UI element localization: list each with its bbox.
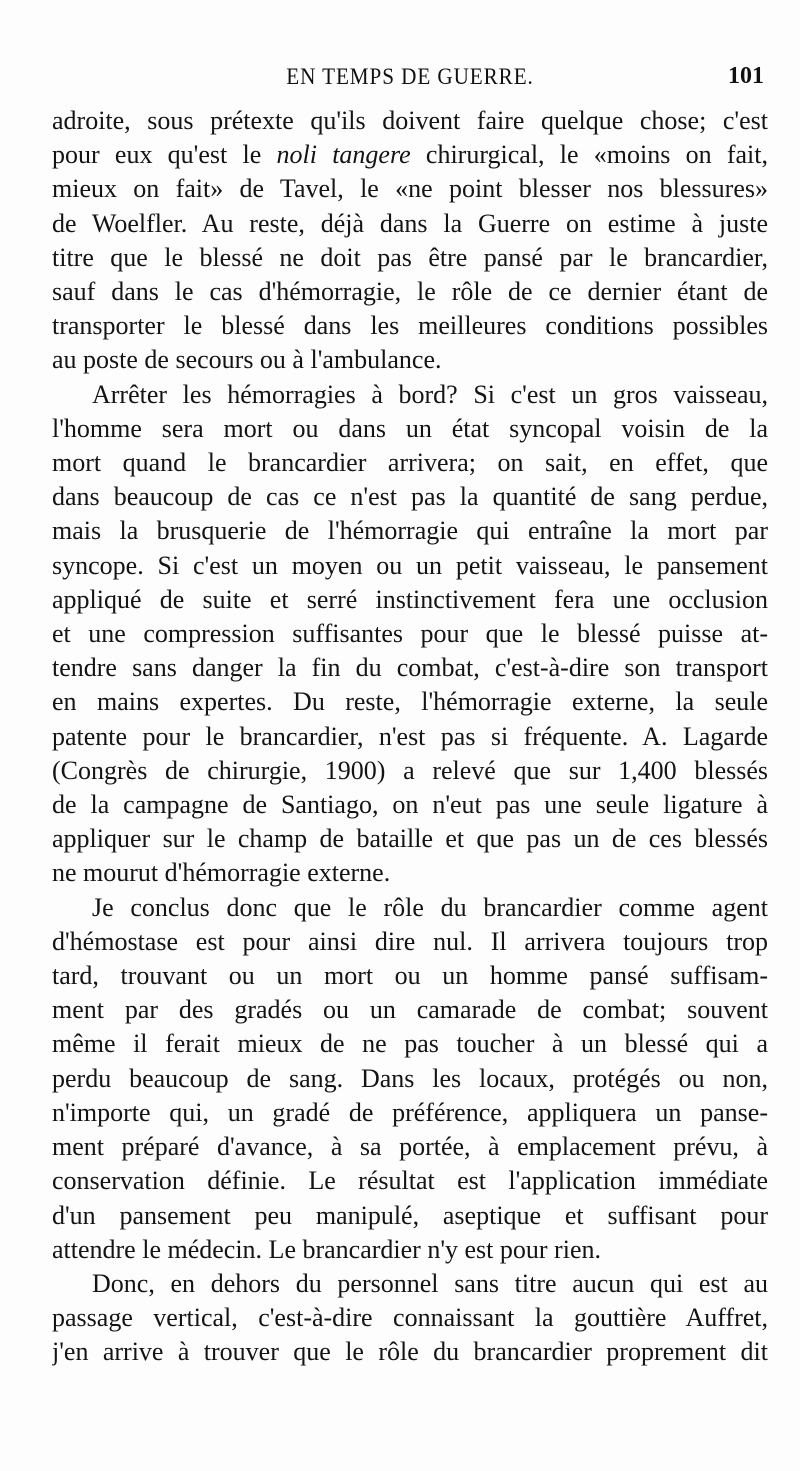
text-line	[52, 309, 768, 343]
page-number: 101	[728, 63, 764, 89]
text-line	[52, 685, 768, 719]
text-line	[52, 1130, 768, 1164]
text-line	[52, 1267, 768, 1301]
text-segment: tendre sans danger la fin du combat, c'est-à-dire son transport	[52, 653, 768, 683]
text-segment: d'un pansement peu manipulé, aseptique et suffisant pour	[52, 1200, 768, 1230]
text-line	[52, 1096, 768, 1130]
text-segment: même il ferait mieux de ne pas toucher à un blessé qui a	[52, 1029, 768, 1059]
body-text	[52, 104, 768, 1370]
running-title: EN TEMPS DE GUERRE.	[286, 64, 534, 89]
text-segment: perdu beaucoup de sang. Dans les locaux, protégés ou non,	[52, 1063, 768, 1093]
italic-text: noli tangere	[276, 140, 411, 170]
text-line	[52, 514, 768, 548]
text-line	[52, 172, 768, 206]
text-line	[52, 480, 768, 514]
text-line	[52, 241, 768, 275]
text-line	[52, 1335, 768, 1369]
text-segment: Donc, en dehors du personnel sans titre aucun qui est au	[92, 1268, 768, 1298]
text-segment: passage vertical, c'est-à-dire connaissant la gouttière Auffret,	[52, 1303, 768, 1333]
text-segment: ment préparé d'avance, à sa portée, à emplacement prévu, à	[52, 1132, 768, 1162]
text-line	[52, 788, 768, 822]
text-line	[52, 1199, 768, 1233]
text-line	[52, 138, 768, 172]
text-line	[52, 549, 768, 583]
text-line	[52, 1233, 768, 1267]
text-line	[52, 1164, 768, 1198]
text-segment: en mains expertes. Du reste, l'hémorragie externe, la seule	[52, 687, 768, 717]
text-segment: mais la brusquerie de l'hémorragie qui entraîne la mort par	[52, 516, 768, 546]
page-header	[52, 58, 768, 92]
text-segment: mort quand le brancardier arrivera; on sait, en effet, que	[52, 448, 768, 478]
text-segment: appliquer sur le champ de bataille et que pas un de ces blessés	[52, 824, 768, 854]
text-line	[52, 720, 768, 754]
text-segment: et une compression suffisantes pour que le blessé puisse at-	[52, 619, 768, 649]
text-segment: transporter le blessé dans les meilleures conditions possibles	[52, 311, 768, 341]
text-segment: adroite, sous prétexte qu'ils doivent faire quelque chose; c'est	[52, 106, 768, 135]
text-segment: au poste de secours ou à l'ambulance.	[52, 345, 442, 375]
text-segment: Arrêter les hémorragies à bord? Si c'est un gros vaisseau,	[92, 379, 768, 409]
text-segment: chirurgical, le «moins on fait,	[410, 140, 768, 170]
text-segment: l'homme sera mort ou dans un état syncopal voisin de la	[52, 413, 768, 443]
text-segment: ne mourut d'hémorragie externe.	[52, 858, 391, 888]
text-line	[52, 993, 768, 1027]
text-segment: conservation définie. Le résultat est l'application immédiate	[52, 1166, 768, 1196]
text-segment: dans beaucoup de cas ce n'est pas la quantité de sang perdue,	[52, 482, 768, 512]
text-line	[52, 583, 768, 617]
text-segment: j'en arrive à trouver que le rôle du brancardier proprement dit	[52, 1337, 768, 1367]
text-line	[52, 617, 768, 651]
text-line	[52, 1062, 768, 1096]
text-segment: de Woelfler. Au reste, déjà dans la Guerre on estime à juste	[52, 208, 768, 238]
text-line	[52, 822, 768, 856]
text-segment: attendre le médecin. Le brancardier n'y est pour rien.	[52, 1234, 601, 1264]
text-segment: n'importe qui, un gradé de préférence, appliquera un panse-	[52, 1097, 768, 1127]
text-line	[52, 446, 768, 480]
text-line	[52, 856, 768, 890]
text-line	[52, 1027, 768, 1061]
text-segment: d'hémostase est pour ainsi dire nul. Il arrivera toujours trop	[52, 926, 768, 956]
text-segment: titre que le blessé ne doit pas être pansé par le brancardier,	[52, 242, 768, 272]
text-line	[52, 1301, 768, 1335]
text-segment: Je conclus donc que le rôle du brancardier comme agent	[92, 892, 768, 922]
text-line	[52, 412, 768, 446]
text-segment: de la campagne de Santiago, on n'eut pas une seule ligature à	[52, 790, 768, 820]
text-line	[52, 959, 768, 993]
text-line	[52, 651, 768, 685]
text-line	[52, 754, 768, 788]
text-segment: patente pour le brancardier, n'est pas si fréquente. A. Lagarde	[52, 721, 768, 751]
text-line	[52, 343, 768, 377]
text-line	[52, 207, 768, 241]
text-line	[52, 104, 768, 138]
text-line	[52, 378, 768, 412]
text-segment: ment par des gradés ou un camarade de combat; souvent	[52, 995, 768, 1025]
text-segment: mieux on fait» de Tavel, le «ne point blesser nos blessures»	[52, 174, 768, 204]
text-line	[52, 275, 768, 309]
text-segment: tard, trouvant ou un mort ou un homme pansé suffisam-	[52, 961, 768, 991]
text-line	[52, 925, 768, 959]
text-segment: (Congrès de chirurgie, 1900) a relevé que sur 1,400 blessés	[52, 755, 768, 785]
text-segment: appliqué de suite et serré instinctivement fera une occlusion	[52, 584, 768, 614]
text-segment: sauf dans le cas d'hémorragie, le rôle de ce dernier étant de	[52, 277, 768, 307]
text-segment: pour eux qu'est le	[52, 140, 277, 170]
text-segment: syncope. Si c'est un moyen ou un petit vaisseau, le pansement	[52, 550, 768, 580]
text-line	[52, 891, 768, 925]
